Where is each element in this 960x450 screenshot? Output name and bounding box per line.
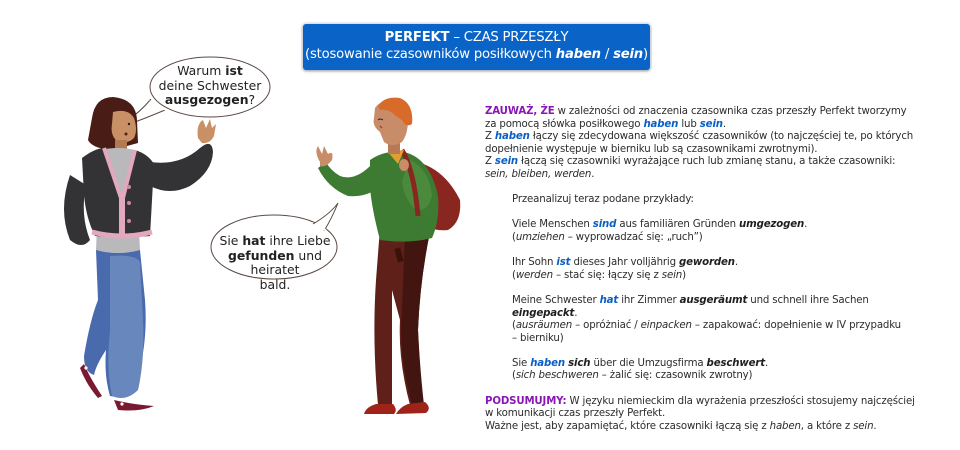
haben-rule-word: haben bbox=[494, 131, 530, 143]
example-dot: . bbox=[734, 257, 739, 269]
woman-text-schwester: deine Schwester bbox=[158, 77, 262, 93]
haben-rule-z: Z bbox=[485, 131, 495, 143]
note-sein: sein bbox=[661, 269, 683, 281]
summary-text-3: Ważne jest, aby zapamiętać, które czasowniki łączą się z bbox=[485, 420, 770, 432]
title-czas-przeszly: – CZAS PRZESZŁY bbox=[449, 30, 569, 45]
example-sentence bbox=[512, 257, 915, 270]
summary-label: PODSUMUJMY: bbox=[485, 395, 567, 407]
example-item bbox=[512, 295, 915, 345]
note-paren-close: ) bbox=[682, 269, 686, 281]
example-item bbox=[512, 219, 915, 244]
note-verb: einpacken bbox=[640, 320, 692, 332]
sein-rule-word: sein bbox=[494, 156, 519, 168]
note-verb: werden bbox=[515, 269, 553, 281]
man-text-bald: bald. bbox=[259, 276, 291, 292]
summary-line-2: w komunikacji czas przeszły Perfekt. bbox=[485, 408, 666, 420]
example-item bbox=[512, 358, 915, 383]
intro-line-1 bbox=[485, 106, 915, 119]
man-text-liebe: ihre Liebe bbox=[265, 233, 331, 248]
example-sentence bbox=[512, 358, 915, 371]
note-text: – zapakować: dopełnienie w IV przypadku bbox=[691, 320, 901, 332]
note-verb: sich beschweren bbox=[515, 370, 599, 382]
haben-rule-text: łączy się zdecydowana większość czasowników (to najczęściej te, po których bbox=[529, 131, 914, 143]
sein-rule-text: łączą się czasowniki wyrażające ruch lub zmianę stanu, a także czasowniki: bbox=[518, 156, 896, 168]
example-auxiliary: ist bbox=[556, 257, 571, 269]
woman-speech-text bbox=[154, 64, 266, 108]
intro-dot: . bbox=[722, 118, 726, 130]
man-text-heiratet: und heiratet bbox=[250, 247, 322, 277]
example-participle: beschwert bbox=[706, 357, 765, 369]
intro-sein: sein bbox=[699, 118, 723, 130]
example-dot: . bbox=[574, 307, 578, 319]
example-auxiliary: sind bbox=[592, 219, 617, 231]
note-paren: ( bbox=[512, 370, 516, 382]
examples-block bbox=[485, 194, 915, 383]
woman-text-ausgezogen: ausgezogen bbox=[164, 92, 249, 107]
summary-sein: sein bbox=[853, 420, 874, 432]
example-sentence bbox=[512, 219, 915, 232]
summary-text-4: , a które z bbox=[800, 420, 854, 432]
note-verb: umziehen bbox=[515, 231, 565, 243]
man-text-hat: hat bbox=[242, 233, 266, 248]
explanation-panel bbox=[485, 106, 915, 433]
sein-rule-dot: . bbox=[591, 168, 595, 180]
example-text: Viele Menschen bbox=[512, 219, 593, 231]
haben-rule-line-2: dopełnienie występuje w bierniku lub są czasownikami zwrotnymi). bbox=[485, 143, 818, 155]
summary-text-1: W języku niemieckim dla wyrażenia przeszłości stosujemy najczęściej bbox=[566, 395, 915, 407]
sein-rule-line-1 bbox=[485, 156, 915, 169]
haben-rule-line-1 bbox=[485, 131, 915, 144]
man-speech-text bbox=[212, 234, 338, 292]
note-text: – stać się: łączy się z bbox=[552, 269, 662, 281]
example-sentence bbox=[512, 295, 915, 320]
example-note bbox=[512, 270, 915, 283]
note-text: – wyprowadzać się: „ruch”) bbox=[564, 231, 703, 243]
example-text: über die Umzugsfirma bbox=[590, 357, 707, 369]
example-note bbox=[512, 370, 915, 383]
intro-text-2: za pomocą słówka posiłkowego bbox=[485, 118, 644, 130]
example-text: Ihr Sohn bbox=[512, 257, 557, 269]
intro-line-2 bbox=[485, 119, 915, 132]
intro-lub: lub bbox=[678, 118, 700, 130]
woman-figure bbox=[64, 97, 216, 411]
note-text: – żalić się: czasownik zwrotny) bbox=[598, 370, 753, 382]
example-auxiliary: haben bbox=[530, 357, 566, 369]
summary-block bbox=[485, 396, 915, 434]
title-haben: haben bbox=[555, 47, 601, 62]
examples-prompt: Przeanalizuj teraz podane przykłady: bbox=[512, 194, 694, 206]
title-sein: sein bbox=[613, 47, 643, 62]
example-text: ihr Zimmer bbox=[618, 294, 680, 306]
intro-label: ZAUWAŻ, ŻE bbox=[485, 106, 555, 117]
note-text: – opróżniać / bbox=[572, 320, 641, 332]
example-text: Meine Schwester bbox=[512, 294, 600, 306]
example-dot: . bbox=[804, 219, 808, 231]
summary-dot: . bbox=[873, 420, 877, 432]
man-text-sie: Sie bbox=[219, 233, 243, 248]
woman-text-qmark: ? bbox=[248, 92, 256, 107]
woman-text-ist: ist bbox=[225, 63, 243, 78]
example-note bbox=[512, 232, 915, 245]
example-text: dieses Jahr volljährig bbox=[570, 257, 680, 269]
example-note-continued: – bierniku) bbox=[512, 332, 564, 344]
summary-haben: haben bbox=[769, 420, 801, 432]
example-text: und schnell ihre Sachen bbox=[747, 294, 869, 306]
example-participle: ausgeräumt bbox=[679, 294, 748, 306]
man-text-gefunden: gefunden bbox=[228, 247, 295, 263]
sein-verb-list: sein, bleiben, werden bbox=[485, 168, 592, 180]
example-dot: . bbox=[764, 357, 769, 369]
summary-line-1 bbox=[485, 396, 915, 409]
sein-rule-line-2 bbox=[485, 169, 915, 182]
example-participle: geworden bbox=[679, 257, 735, 269]
intro-haben: haben bbox=[643, 118, 679, 130]
example-participle: umgezogen bbox=[739, 219, 805, 231]
example-participle: eingepackt bbox=[512, 307, 575, 319]
note-verb: ausräumen bbox=[515, 320, 573, 332]
woman-text-warum: Warum bbox=[177, 63, 226, 78]
example-text: Sie bbox=[512, 357, 531, 369]
sein-rule-z: Z bbox=[485, 156, 495, 168]
title-subtitle-text: (stosowanie czasowników posiłkowych bbox=[305, 47, 556, 62]
example-reflexive: sich bbox=[568, 357, 591, 369]
summary-line-3 bbox=[485, 421, 915, 434]
example-text: aus familiären Gründen bbox=[616, 219, 740, 231]
example-auxiliary: hat bbox=[599, 294, 619, 306]
note-paren: ( bbox=[512, 231, 516, 243]
note-paren: ( bbox=[512, 269, 516, 281]
note-paren: ( bbox=[512, 320, 516, 332]
title-separator: / bbox=[600, 47, 614, 62]
title-close-paren: ) bbox=[643, 47, 648, 62]
title-perfekt: PERFEKT bbox=[384, 30, 450, 45]
example-note bbox=[512, 320, 915, 333]
intro-text-1: w zależności od znaczenia czasownika czas przeszły Perfekt tworzymy bbox=[554, 106, 907, 117]
example-item bbox=[512, 257, 915, 282]
